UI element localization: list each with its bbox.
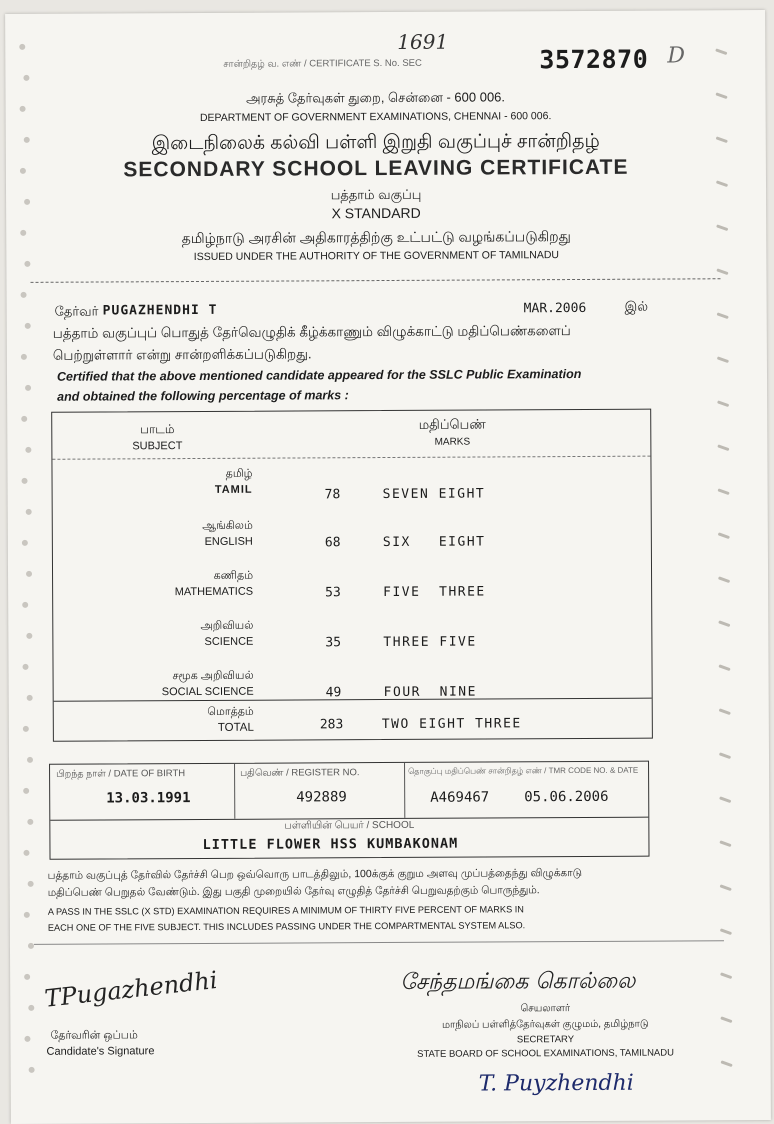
subject-marks-words: FIVE THREE (383, 584, 486, 601)
subject-english: SCIENCE (204, 635, 254, 648)
date-of-birth: 13.03.1991 (106, 790, 191, 807)
binding-hole (26, 509, 32, 515)
candidate-label-tamil: தேர்வர் (54, 303, 99, 319)
tmr-code: A469467 (430, 789, 490, 806)
marks-table (51, 409, 653, 742)
binding-hole (27, 819, 33, 825)
subject-marks: 68 (324, 535, 341, 551)
certification-tamil-line2: பெற்றுள்ளார் என்று சான்றளிக்கப்படுகிறது. (52, 346, 312, 363)
binding-hole (24, 1036, 30, 1042)
perforation-mark (718, 532, 730, 539)
binding-hole (24, 912, 30, 918)
marks-row (52, 466, 650, 513)
total-row (54, 700, 652, 741)
binding-hole (28, 881, 34, 887)
subject-english: TAMIL (214, 483, 253, 496)
perforation-mark (720, 928, 732, 935)
subject-marks-words: SEVEN EIGHT (382, 486, 486, 503)
title-english: SECONDARY SCHOOL LEAVING CERTIFICATE (123, 155, 629, 182)
school-name: LITTLE FLOWER HSS KUMBAKONAM (202, 835, 459, 853)
board-name-english: STATE BOARD OF SCHOOL EXAMINATIONS, TAMILNADU (417, 1047, 675, 1060)
signature-divider (34, 940, 724, 945)
binding-hole (26, 633, 32, 639)
register-no-label: பதிவெண் / REGISTER NO. (240, 767, 360, 779)
subject-tamil: சமூக அறிவியல் (172, 669, 254, 683)
marks-header-english: MARKS (434, 436, 471, 448)
secretary-block (390, 1002, 700, 1060)
marks-row (53, 518, 651, 565)
exam-suffix-tamil: இல் (624, 298, 649, 314)
perforation-mark (715, 48, 727, 55)
binding-hole (25, 447, 31, 453)
note-tamil-line1: பத்தாம் வகுப்புத் தேர்வில் தேர்ச்சி பெற ஒவ்வொரு பாடத்திலும், 100க்குக் குறும அளவு முப்பத்தைந்து விழுக்காடு (47, 866, 583, 882)
note-english-line2: EACH ONE OF THE FIVE SUBJECT. THIS INCLUDES PASSING UNDER THE COMPARTMENTAL SYSTEM ALSO. (47, 920, 526, 933)
authority-tamil: தமிழ்நாடு அரசின் அதிகாரத்திற்கு உட்பட்டு வழங்கப்படுகிறது (181, 228, 571, 247)
department-tamil: அரசுத் தேர்வுகள் துறை, சென்னை - 600 006. (246, 89, 506, 106)
perforation-mark (718, 620, 730, 627)
subject-marks-words: FOUR NINE (383, 684, 477, 701)
binding-hole (25, 323, 31, 329)
perforation-mark (717, 356, 729, 363)
department-english: DEPARTMENT OF GOVERNMENT EXAMINATIONS, CHENNAI - 600 006. (199, 110, 552, 124)
binding-hole (23, 75, 29, 81)
dob-label: பிறந்த நாள் / DATE OF BIRTH (56, 768, 186, 780)
perforation-mark (717, 444, 729, 451)
perforation-mark (720, 972, 732, 979)
binding-hole (27, 695, 33, 701)
note-tamil-line2: மதிப்பெண் பெறுதல் வேண்டும். இது பகுதி முறையில் தேர்வு எழுதித் தேர்ச்சி பெறுவதற்கும் பொருந்தும். (47, 884, 540, 899)
tmr-label: தொகுப்பு மதிப்பெண் சான்றிதழ் எண் / TMR CODE NO. & DATE (408, 765, 639, 776)
total-marks-words: TWO EIGHT THREE (381, 716, 522, 733)
right-perforation-marks (715, 50, 741, 1110)
perforation-mark (717, 312, 729, 319)
bottom-handwritten-signature: T. Puyzhendhi (478, 1070, 634, 1097)
authority-english: ISSUED UNDER THE AUTHORITY OF THE GOVERNMENT OF TAMILNADU (193, 249, 560, 264)
binding-hole (21, 416, 27, 422)
subject-tamil: கணிதம் (213, 569, 254, 582)
binding-hole (23, 664, 29, 670)
marks-row (53, 618, 651, 665)
secretary-signature: சேந்தமங்கை கொல்லை (400, 968, 636, 995)
binding-hole (26, 571, 32, 577)
binding-hole (22, 478, 28, 484)
perforation-mark (718, 576, 730, 583)
handwritten-number: 1691 (397, 29, 449, 54)
perforation-mark (716, 224, 728, 231)
note-english-line1: A PASS IN THE SSLC (X STD) EXAMINATION REQUIRES A MINIMUM OF THIRTY FIVE PERCENT OF MARKS IN (47, 904, 524, 917)
binding-hole (22, 602, 28, 608)
standard-tamil: பத்தாம் வகுப்பு (330, 186, 422, 203)
perforation-mark (720, 1060, 732, 1067)
binding-hole (23, 850, 29, 856)
subject-marks-words: THREE FIVE (383, 634, 477, 651)
binding-hole (23, 788, 29, 794)
marks-row (53, 568, 651, 615)
subject-tamil: தமிழ் (225, 467, 253, 480)
register-number: 492889 (296, 789, 347, 806)
binding-hole (19, 44, 25, 50)
binding-hole (27, 757, 33, 763)
candidate-name: PUGAZHENDHI T (102, 302, 218, 319)
subject-english: SOCIAL SCIENCE (161, 685, 254, 699)
details-table (49, 761, 649, 860)
total-label-english: TOTAL (217, 721, 254, 734)
certification-english-line1: Certified that the above mentioned candidate appeared for the SSLC Public Examination (56, 366, 582, 384)
subject-header-english: SUBJECT (132, 440, 183, 453)
perforation-mark (719, 840, 731, 847)
subject-marks-words: SIX EIGHT (382, 534, 486, 551)
binding-hole (22, 540, 28, 546)
candidate-signature-label-english: Candidate's Signature (46, 1045, 155, 1058)
candidate-signature: TPugazhendhi (43, 965, 219, 1013)
binding-hole (23, 726, 29, 732)
binding-hole (21, 354, 27, 360)
subject-marks: 53 (325, 585, 341, 601)
header-block (6, 88, 707, 264)
perforation-mark (715, 92, 727, 99)
subject-english: ENGLISH (204, 535, 253, 548)
total-label-tamil: மொத்தம் (207, 705, 254, 718)
subject-marks: 49 (325, 685, 342, 701)
perforation-mark (716, 136, 728, 143)
subject-header-tamil: பாடம் (140, 422, 175, 437)
perforation-mark (717, 400, 729, 407)
total-marks: 283 (319, 717, 344, 733)
tmr-date: 05.06.2006 (524, 788, 609, 806)
perforation-mark (716, 268, 728, 275)
perforation-mark (720, 884, 732, 891)
perforation-mark (717, 488, 729, 495)
subject-tamil: ஆங்கிலம் (202, 519, 253, 532)
standard-english: X STANDARD (331, 204, 421, 222)
perforation-mark (719, 708, 731, 715)
subject-english: MATHEMATICS (174, 585, 254, 599)
perforation-mark (719, 752, 731, 759)
binding-hole (29, 1067, 35, 1073)
board-name-tamil: மாநிலப் பள்ளித்தேர்வுகள் குழுமம், தமிழ்நாடு (441, 1018, 649, 1031)
perforation-mark (716, 180, 728, 187)
certificate-suffix: D (667, 43, 686, 69)
subject-tamil: அறிவியல் (200, 619, 254, 632)
perforation-mark (718, 664, 730, 671)
exam-session: MAR.2006 (523, 300, 587, 317)
marks-header-tamil: மதிப்பெண் (418, 416, 486, 432)
school-label: பள்ளியின் பெயர் / SCHOOL (284, 819, 415, 832)
binding-hole (21, 292, 27, 298)
header-divider (31, 278, 721, 283)
certification-english-line2: and obtained the following percentage of marks : (57, 388, 349, 404)
secretary-title-tamil: செயலாளர் (520, 1003, 571, 1015)
certificate-paper (5, 10, 771, 1124)
subject-marks: 78 (324, 487, 341, 503)
perforation-mark (719, 796, 731, 803)
candidate-signature-label-tamil: தேர்வரின் ஒப்பம் (50, 1029, 138, 1042)
secretary-title-english: SECRETARY (516, 1034, 575, 1046)
perforation-mark (720, 1016, 732, 1023)
binding-hole (25, 385, 31, 391)
binding-hole (28, 1005, 34, 1011)
certificate-number-label: சான்றிதழ் வ. எண் / CERTIFICATE S. No. SEC (223, 57, 422, 70)
certificate-number: 3572870 (539, 44, 649, 75)
title-tamil: இடைநிலைக் கல்வி பள்ளி இறுதி வகுப்புச் சான்றிதழ் (151, 130, 600, 155)
subject-marks: 35 (325, 635, 342, 651)
certification-tamil-line1: பத்தாம் வகுப்புப் பொதுத் தேர்வெழுதிக் கீழ்க்காணும் விழுக்காட்டு மதிப்பெண்களைப் (52, 323, 571, 341)
binding-hole (24, 974, 30, 980)
